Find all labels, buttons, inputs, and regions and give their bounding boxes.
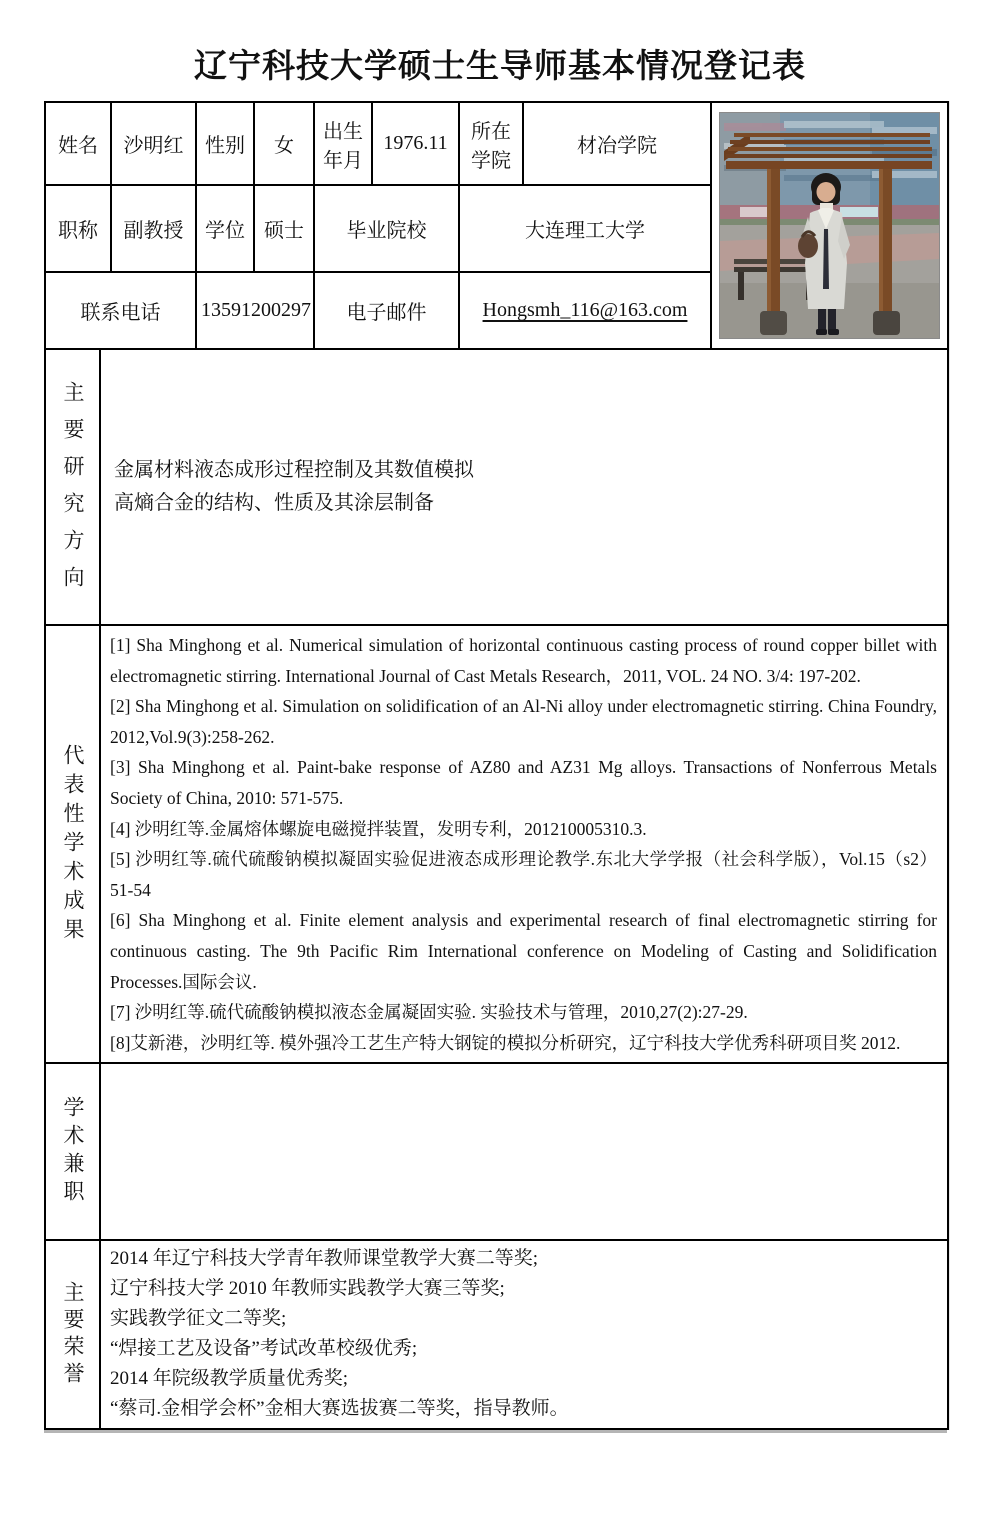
gender-value: 女: [254, 102, 314, 185]
info-table: [44, 101, 949, 350]
sections-table: [44, 350, 949, 1430]
job-title-value: 副教授: [111, 185, 196, 272]
reference-item: [8]艾新港，沙明红等. 模外强冷工艺生产特大钢锭的模拟分析研究，辽宁科技大学优秀科研项目奖 2012.: [110, 1032, 901, 1053]
parttime-content: [100, 1063, 948, 1240]
honor-item: 2014 年辽宁科技大学青年教师课堂教学大赛二等奖;: [110, 1248, 539, 1270]
registration-table: [44, 101, 947, 1430]
reference-item: [1] Sha Minghong et al. Numerical simulation of horizontal continuous casting process of round copper billet with electromagnetic stirring. International Journal of Cast Metals Research，2011, VOL. 24 NO. 3/4: 197-202.: [110, 635, 937, 686]
reference-item: [7] 沙明红等.硫代硫酸钠模拟液态金属凝固实验. 实验技术与管理，2010,27(2):27-29.: [110, 1002, 748, 1023]
honors-section-label: 主要荣誉: [61, 1280, 85, 1389]
honors-section-label-cell: [45, 1240, 100, 1429]
research-content: [100, 350, 948, 625]
name-value: 沙明红: [111, 102, 196, 185]
research-section-label: 主要研究方向: [61, 381, 85, 603]
phone-label: 联系电话: [45, 272, 196, 349]
phone-value: 13591200297: [196, 272, 314, 349]
gender-label: 性别: [196, 102, 254, 185]
achievements-content: [100, 625, 948, 1063]
research-line: 高熵合金的结构、性质及其涂层制备: [114, 492, 434, 514]
reference-item: [5] 沙明红等.硫代硫酸钠模拟凝固实验促进液态成形理论教学.东北大学学报（社会科学版），Vol.15（s2）51-54: [110, 849, 937, 900]
school-value: 大连理工大学: [459, 185, 711, 272]
parttime-section-label: 学术兼职: [61, 1096, 85, 1209]
college-value: 材冶学院: [523, 102, 711, 185]
honors-content: [100, 1240, 948, 1429]
birth-value: 1976.11: [372, 102, 459, 185]
degree-value: 硕士: [254, 185, 314, 272]
research-line: 金属材料液态成形过程控制及其数值模拟: [114, 459, 474, 481]
honor-item: “蔡司.金相学会杯”金相大赛选拔赛二等奖，指导教师。: [110, 1398, 569, 1420]
honor-item: 2014 年院级教学质量优秀奖;: [110, 1368, 349, 1390]
document-page: [0, 40, 1000, 1540]
reference-item: [4] 沙明红等.金属熔体螺旋电磁搅拌装置，发明专利，201210005310.3.: [110, 818, 647, 839]
college-label: 所在学院: [459, 102, 523, 185]
achievements-section-label-cell: [45, 625, 100, 1063]
degree-label: 学位: [196, 185, 254, 272]
reference-item: [3] Sha Minghong et al. Paint-bake response of AZ80 and AZ31 Mg alloys. Transactions of Nonferrous Metals Society of China, 2010: 571-575.: [110, 757, 937, 808]
achievements-section-label: 代表性学术成果: [61, 743, 85, 947]
research-section-label-cell: [45, 350, 100, 625]
parttime-section-label-cell: [45, 1063, 100, 1240]
email-value: [459, 272, 711, 349]
teacher-photo: [720, 113, 939, 338]
photo-cell: [711, 102, 948, 349]
honor-item: “焊接工艺及设备”考试改革校级优秀;: [110, 1338, 418, 1360]
page-title: 辽宁科技大学硕士生导师基本情况登记表: [194, 49, 806, 85]
name-label: 姓名: [45, 102, 111, 185]
email-label: 电子邮件: [314, 272, 459, 349]
school-label: 毕业院校: [314, 185, 459, 272]
honor-item: 实践教学征文二等奖;: [110, 1308, 287, 1330]
reference-item: [2] Sha Minghong et al. Simulation on solidification of an Al-Ni alloy under electromagnetic stirring. China Foundry, 2012,Vol.9(3):258-262.: [110, 696, 937, 747]
job-title-label: 职称: [45, 185, 111, 272]
honor-item: 辽宁科技大学 2010 年教师实践教学大赛三等奖;: [110, 1278, 505, 1300]
birth-label: 出生年月: [314, 102, 372, 185]
email-link[interactable]: Hongsmh_116@163.com: [482, 299, 688, 321]
reference-item: [6] Sha Minghong et al. Finite element analysis and experimental research of final electromagnetic stirring for continuous casting. The 9th Pacific Rim International conference on Modeling of Casting and Solidification Processes.国际会议.: [110, 910, 937, 992]
